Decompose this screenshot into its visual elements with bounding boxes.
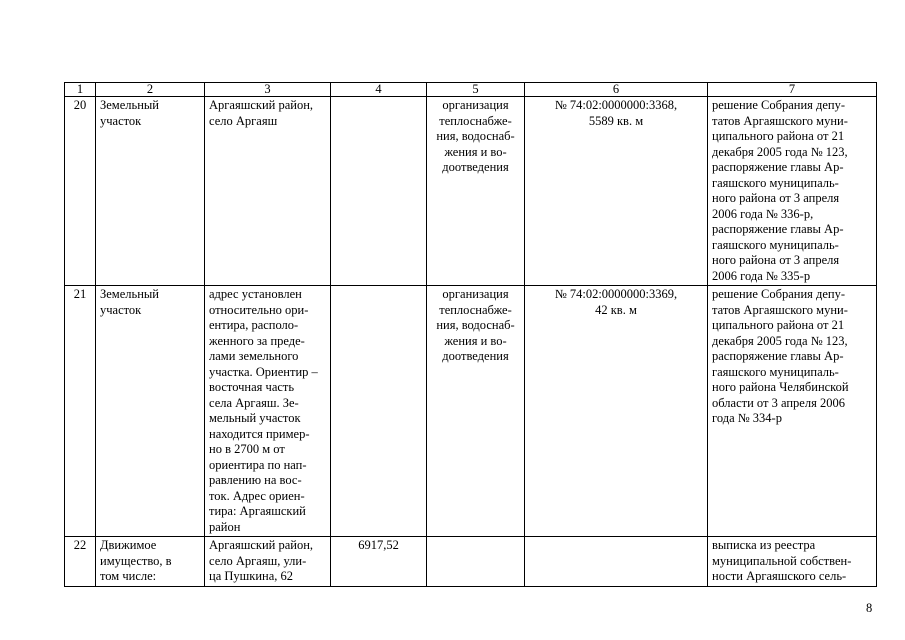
col-header-5: 5 (427, 83, 525, 97)
cadastral-number (525, 537, 708, 587)
row-number: 20 (65, 97, 96, 286)
col-header-3: 3 (205, 83, 331, 97)
object-value: 6917,52 (331, 537, 427, 587)
property-register-table (64, 82, 877, 587)
table-row (65, 286, 877, 537)
legal-basis: решение Собрания депу- татов Аргаяшского муни- ципального района от 21 декабря 2005 года № 123, распоряжение главы Ар- гаяшского муниципаль- ного района Челябинской области от 3 апреля 2006 года № 334-р (708, 286, 877, 537)
row-number: 22 (65, 537, 96, 587)
object-address: адрес установлен относительно ори- ентира, располо- женного за преде- лами земельного участка. Ориентир – восточная часть села Аргаяш. Зе- мельный участок находится пример- но в 2700 м от ориентира по нап- равлению на вос- ток. Адрес ориен- тира: Аргаяшский район (205, 286, 331, 537)
col-header-7: 7 (708, 83, 877, 97)
col-header-6: 6 (525, 83, 708, 97)
object-holder: организация теплоснабже- ния, водоснаб- жения и во- доотведения (427, 97, 525, 286)
cadastral-number: № 74:02:0000000:3369, 42 кв. м (525, 286, 708, 537)
object-address: Аргаяшский район, село Аргаяш (205, 97, 331, 286)
col-header-2: 2 (96, 83, 205, 97)
row-number: 21 (65, 286, 96, 537)
object-holder (427, 537, 525, 587)
object-name: Земельный участок (96, 286, 205, 537)
object-value (331, 286, 427, 537)
cadastral-number: № 74:02:0000000:3368, 5589 кв. м (525, 97, 708, 286)
object-name: Земельный участок (96, 97, 205, 286)
object-name: Движимое имущество, в том числе: (96, 537, 205, 587)
legal-basis: решение Собрания депу- татов Аргаяшского муни- ципального района от 21 декабря 2005 года № 123, распоряжение главы Ар- гаяшского муниципаль- ного района от 3 апреля 2006 года № 336-р, распоряжение главы Ар- гаяшского муниципаль- ного района от 3 апреля 2006 года № 335-р (708, 97, 877, 286)
col-header-4: 4 (331, 83, 427, 97)
table-row (65, 537, 877, 587)
column-number-row (65, 83, 877, 97)
legal-basis: выписка из реестра муниципальной собствен- ности Аргаяшского сель- (708, 537, 877, 587)
page-number: 8 (866, 601, 873, 615)
object-address: Аргаяшский район, село Аргаяш, ули- ца Пушкина, 62 (205, 537, 331, 587)
object-holder: организация теплоснабже- ния, водоснаб- жения и во- доотведения (427, 286, 525, 537)
object-value (331, 97, 427, 286)
col-header-1: 1 (65, 83, 96, 97)
table-row (65, 97, 877, 286)
